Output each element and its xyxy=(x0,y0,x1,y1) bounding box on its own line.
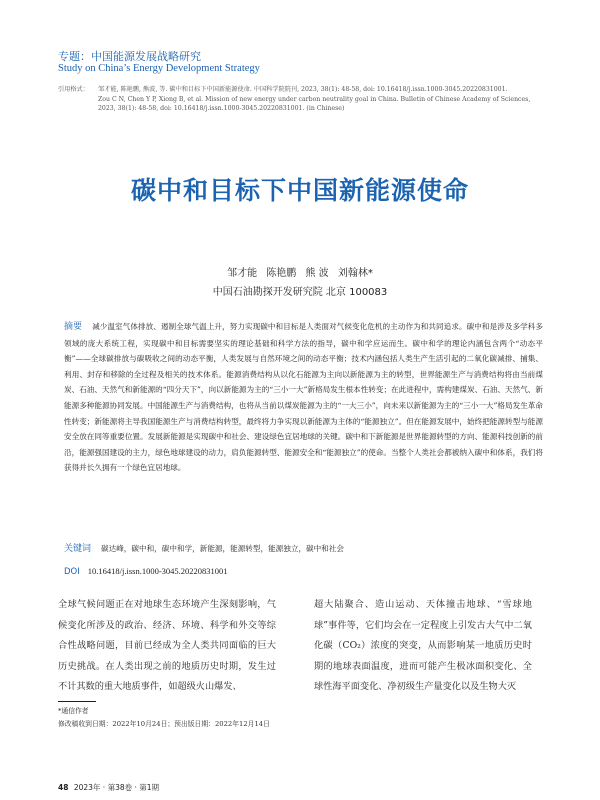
doi xyxy=(64,566,228,577)
page-footer xyxy=(58,782,159,793)
journal-issue: 2023年 · 第38卷 · 第1期 xyxy=(73,783,160,792)
doi-label: DOI xyxy=(64,567,80,577)
author-name: 熊 波 xyxy=(305,268,329,279)
author-name: 刘翰林* xyxy=(337,268,373,279)
affiliation: 中国石油勘探开发研究院 北京 100083 xyxy=(212,287,388,298)
footnote-dates: 修改稿收到日期：2022年10月24日；预出版日期：2022年12月14日 xyxy=(58,720,270,728)
keywords-label: 关键词 xyxy=(64,544,92,554)
footnote-corresponding: *通信作者 xyxy=(58,707,89,715)
author-name: 邹才能 xyxy=(227,268,258,279)
body-column-right: 超大陆聚合、造山运动、天体撞击地球、“雪球地球”事件等，它们均会在一定程度上引发古大气中二氧化碳（CO₂）浓度的突变，从而影响某一地质历史时期的地球表面温度，进而可能产生极冰面积变化、全球性海平面变化、净初级生产量变化以及生物大灭 xyxy=(314,599,532,692)
body-column-left: 全球气候问题正在对地球生态环境产生深刻影响，气候变化所涉及的政治、经济、环境、科学和外交等综合性战略问题，目前已经成为全人类共同面临的巨大历史挑战。在人类出现之前的地质历史时期，发生过不计其数的重大地质事件，如超级火山爆发、 xyxy=(58,599,276,692)
citation-cn: 邹才能, 陈艳鹏, 熊波, 等. 碳中和目标下中国新能源使命. 中国科学院院刊, 2023, 38(1): 48-58, doi: 10.16418/j.issn.1000-3045.20220831001. xyxy=(98,86,508,93)
page-number: 48 xyxy=(58,783,69,792)
abstract xyxy=(64,319,543,476)
author-list xyxy=(0,264,600,279)
author-name: 陈艳鹏 xyxy=(266,268,297,279)
citation-block xyxy=(58,85,548,114)
doi-link[interactable]: 10.16418/j.issn.1000-3045.20220831001 xyxy=(87,566,228,576)
abstract-text: 减少温室气体排放、遏制全球气温上升，努力实现碳中和目标是人类面对气候变化危机的主动作为和共同追求。碳中和是涉及多学科多领域的庞大系统工程，实现碳中和目标需要坚实的理论基础和科学方法的指导，碳中和学应运而生。碳中和学的理论内涵包含两个“动态平衡”——全球碳排放与碳吸收之间的动态平衡，人类发展与自然环境之间的动态平衡；技术内涵包括人类生产生活引起的二氧化碳减排、捕集、利用、封存和移除的全过程及相关的技术体系。能源消费结构从以化石能源为主向以新能源为主的转型，世界能源生产与消费结构将由当前煤炭、石油、天然气和新能源的“四分天下”，向以新能源为主的“三小一大”新格局发生根本性转变；在此进程中，需构建煤炭、石油、天然气、新能源多种能源协同发展。中国能源生产与消费结构，也将从当前以煤炭能源为主的“一大三小”，向未来以新能源为主的“三小一大”格局发生革命性转变；新能源将主导我国能源生产与消费结构转型，最终将力争实现以新能源为主体的“能源独立”。但在能源发展中，始终把能源转型与能源安全放在同等重要位置。发展新能源是实现碳中和社会、建设绿色宜居地球的关键。碳中和下新能源是世界能源转型的方向、能源科技创新的前沿，能源强国建设的主力，绿色地球建设的动力，肩负能源转型、能源安全和“能源独立”的使命。当整个人类社会都被纳入碳中和体系，我们将获得并长久拥有一个绿色宜居地球。 xyxy=(64,322,543,473)
topic-heading-en: Study on China’s Energy Development Strategy xyxy=(58,63,260,74)
topic-heading: 专题：中国能源发展战略研究 xyxy=(58,50,201,63)
citation-en: Zou C N, Chen Y P, Xiong B, et al. Mission of new energy under carbon neutrality goal in China. Bulletin of Chinese Academy of Sciences, 2023, 38(1): 48-58, doi: 10.16418/j.issn.1000-3045.20220831001. (in Chinese) xyxy=(98,95,531,113)
footnote-divider xyxy=(58,701,96,702)
keywords xyxy=(64,541,543,554)
citation-label: 引用格式： xyxy=(58,86,89,93)
abstract-label: 摘要 xyxy=(64,322,83,332)
keywords-text: 碳达峰，碳中和，碳中和学，新能源，能源转型，能源独立，碳中和社会 xyxy=(101,544,345,553)
article-title: 碳中和目标下中国新能源使命 xyxy=(130,176,469,205)
